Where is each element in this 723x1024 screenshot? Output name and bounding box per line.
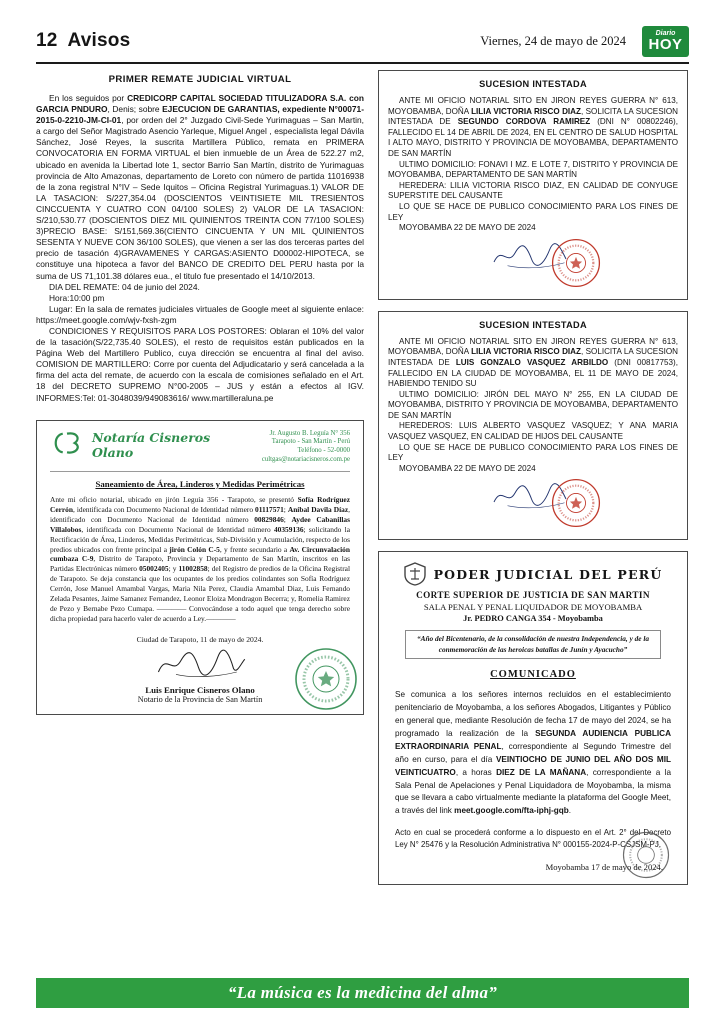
- footer-quote-bar: [36, 978, 689, 1008]
- sucesion-1-title: SUCESION INTESTADA: [479, 79, 587, 89]
- notaria-notice-body: Ante mi oficio notarial, ubicado en jirón Leguía 356 - Tarapoto, se presentó Sofía Rodríguez Cerrón, identificada con Documento Nacional de Identidad número 01117571; Aníbal Davila Díaz, identificado con Documento Nacional de Identidad número 00829846; Aydee Cabanillas Villalobos, identificada con Documento Nacional de Identidad número 40359136; solicitando la Rectificación de Área, Linderos, Medidas Perimétricas, Sub-División y Acumulación, respecto de los predios ubicados con frente principal a jirón Colón C-5, y frente secundario a Av. Circunvalación cumbaza C-9, Distrito de Tarapoto, Provincia y Departamento de San Martín, inscritos en las Partidas Electrónicas número 05002405; y 11002858; del Registro de predios de la Oficina Registral de Tarapoto. Se deja constancia que los ocupantes de los predios colindantes son Sofía Rodríguez Cerrón, Jose Manuel Amambal Vargas, Maria Nila Perez, Claudia Amambal Diaz, Luis Fernando Zelada Pesantes, Jaime Samanez Fernandez, Leonor Eloiza Mondragon Becerra; y, Romelia Ramirez de Pezo y Bernabe Pezo Cumapa. ———— Convocándose a todo aquel que tenga derecho sobre dicha propiedad para hacerlo valer de acuerdo a Ley.————: [50, 494, 351, 623]
- sucesion-1-signature-row: [388, 237, 678, 293]
- masthead-right: [480, 26, 689, 57]
- sucesion-2-paragraph: ANTE MI OFICIO NOTARIAL SITO EN JIRON REYES GUERRA N° 613, MOYOBAMBA, DOÑA LILIA VICTORIA RISCO DIAZ, SOLICITA LA SUCESION INTESTADA DE LUIS GONZALO VASQUEZ ARBILDO (DNI 00817753), FALLECIDO EN LA CIUDAD DE MOYOBAMBA, EL 11 DE MAYO DE 2024, HABIENDO TENIDO SU: [388, 336, 678, 389]
- sucesion-2-signature-row: [388, 477, 678, 533]
- pj-institution: PODER JUDICIAL DEL PERÚ: [433, 566, 663, 582]
- sucesion-notice-1: [378, 70, 688, 300]
- right-column: [378, 70, 688, 885]
- sucesion-2-title: SUCESION INTESTADA: [479, 319, 587, 330]
- sucesion-2-domicilio: ULTIMO DOMICILIO: JIRÓN DEL MAYO N° 255, EN LA CIUDAD DE MOYOBAMBA, DISTRITO Y PROVINCIA DE MOYOBAMBA, DEPARTAMENTO DE SAN MARTÍN: [388, 389, 678, 420]
- notary-signer-name: Luis Enrique Cisneros Olano: [145, 684, 255, 695]
- sucesion-2-herederos: HEREDEROS: LUIS ALBERTO VASQUEZ VASQUEZ; Y ANA MARIA VASQUEZ VASQUEZ, EN CALIDAD DE HIJOS DEL CAUSANTE: [388, 421, 678, 442]
- comunicado-body: Se comunica a los señores internos recluidos en el establecimiento penitenciario de Moyobamba, a los señores Abogados, Litigantes y Público en general que, mediante Resolución de fecha 17 de mayo del 2024, se ha programado la realización de la SEGUNDA AUDIENCIA PUBLICA EXTRAORDINARIA PENAL, correspondiente al Segundo Trimestre del año en curso, para el día VEINTIOCHO DE JUNIO DEL AÑO DOS MIL VEINTICUATRO, a horas DIEZ DE LA MAÑANA, correspondiente a la Sala Penal de Apelaciones y Penal Liquidadora de Moyobamba, la misma que se llevara a cabo virtualmente mediante la plataforma del Google Meet, a través del link meet.google.com/fta-iphj-gqb.: [395, 689, 672, 816]
- comunicado-closing: Acto en cual se procederá conforme a lo dispuesto en el Art. 2° del Decreto Ley N° 25476 y la Resolución Administrativa N° 000155-2024-P-CSJSM-PJ.: [395, 828, 671, 849]
- remate-date-line: DIA DEL REMATE: 04 de junio del 2024.: [49, 281, 200, 292]
- section-title: Avisos: [67, 30, 131, 51]
- remate-conditions: CONDICIONES Y REQUISITOS PARA LOS POSTORES: Oblaran el 10% del valor de la tasación(S/22,735.40 SOLES), el resto de requisitos están publicados en la Página Web del Martillero Publico, cuya dirección se encuentra al final del aviso. COMISION DE MARTILLERO: Corre por cuenta del Adjudicatario y será cancelada a la firma del acta del remate, de acuerdo con la escala de comisiones señalado en el Art. 18 del DECRETO SUPREMO N°00-2005 – JUS y están a efectos al IGV. INFORMES:Tel: 01-3048039/949083616/ www.martilleraluna.pe: [36, 325, 364, 403]
- remate-paragraph: En los seguidos por CREDICORP CAPITAL SOCIEDAD TITULIZADORA S.A. con GARCIA PNDURO, Denis; sobre EJECUCION DE GARANTIAS, expediente N°00071-2015-0-2210-JM-CI-01, por orden del 2° Juzgado Civil-Sede Yurimaguas – San Martin, a cargo del Señor Magistrado Asencio Yarleque, Miguel Angel , especialista legal Dávila Sánchez, José Reyes, la suscrita Martillera Público, remata en PRIMERA CONVOCATORIA EN FORMA VIRTUAL el bien inmueble de un Área de 522.27 m2, ubicado en avenida la Libertad lote 1, sector Barrio San Martín, distrito de Yurimaguas provincia de Alto Amazonas, departamento de Loreto con número de partida 11016938 de la zona registral N°IV – Sede Iquitos – Oficina Registral Yurimaguas.1) VALOR DE LA TASACION: S/227,354.04 (DOSCIENTOS VEINTISIETE MIL TRESIENTOS CINCCUENTA Y CUATRO CON 04/100 SOLES) 2) VALOR DE LA TASACION: S/210,530.77 (DOSCIENTOS DIEZ MIL QUINIENTOS TREINTA CON 77/100 SOLES) 3)PRECIO BASE: S/151,569.36(CIENTO CINCUENTA Y UN MIL QUINIENTOS SESENTA Y NUEVE CON 36/100 SOLES), que vienen a ser las dos terceras partes del precio de tasación 4)GRAVAMENES Y CARGAS:ASIENTO D00002-HIPOTECA, se constituye una hipoteca a favor del BANCO DE CREDITO DEL PERU hasta por la suma de US 71,101.38 dólares eua., el titulo fue presentado el 14/10/2013.: [36, 93, 364, 281]
- sucesion-notice-2: [378, 311, 688, 541]
- sucesion-1-paragraph: ANTE MI OFICIO NOTARIAL SITO EN JIRON REYES GUERRA N° 613, MOYOBAMBA, DOÑA LILIA VICTORIA RISCO DIAZ, SOLICITA LA SUCESION INTESTADA DE SEGUNDO CORDOVA RAMIREZ (DNI N° 00802246), FALLECIDO EL 14 DE ABRIL DE 2024, EN EL CENTRO DE SALUD HOSPITAL I ALTO MAYO, DISTRITO Y PROVINCIA DE MOYOBAMBA, DEPARTAMENTO DE SAN MARTÍN: [388, 96, 678, 158]
- notary-green-seal: [293, 646, 359, 712]
- pj-motto: “Año del Bicentenario, de la consolidación de nuestra Independencia, y de la conmemoración de las heroicas batallas de Junín y Ayacucho”: [405, 630, 661, 658]
- pj-sala: SALA PENAL Y PENAL LIQUIDADOR DE MOYOBAMBA: [423, 602, 643, 613]
- pj-header: [389, 562, 677, 586]
- notary-signature: [140, 648, 260, 680]
- notary-signer-role: Notario de la Provincia de San Martín: [137, 694, 263, 704]
- sucesion-2-aviso: LO QUE SE HACE DE PUBLICO CONOCIMIENTO PARA LOS FINES DE LEY: [388, 442, 678, 463]
- logo-main-text: HOY: [648, 36, 683, 53]
- notaria-notice: [36, 420, 364, 715]
- notaria-header: [50, 430, 350, 472]
- notaria-name: Notaría Cisneros Olano: [92, 429, 211, 460]
- pj-seal: [621, 830, 671, 880]
- remate-title: PRIMER REMATE JUDICIAL VIRTUAL: [108, 74, 292, 85]
- notaria-notice-title: Saneamiento de Área, Linderos y Medidas Perimétricas: [95, 478, 305, 489]
- left-column: [36, 74, 364, 715]
- remate-place-line: Lugar: En la sala de remates judiciales virtuales de Google meet al siguiente enlace: https://meet.google.com/wjv-fxsh-zgm: [36, 303, 364, 325]
- notaria-address-line: Jr. Augusto B. Leguía N° 356: [269, 429, 350, 437]
- diario-hoy-logo: [642, 26, 689, 57]
- comunicado-title: COMUNICADO: [490, 668, 576, 680]
- notaria-logo-icon: [50, 430, 84, 461]
- pj-court: CORTE SUPERIOR DE JUSTICIA DE SAN MARTIN: [416, 590, 650, 601]
- sucesion-2-red-seal: [550, 477, 602, 529]
- page-number: 12: [36, 30, 58, 51]
- masthead: [36, 20, 689, 64]
- comunicado-date: Moyobamba 17 de mayo de 2024.: [545, 862, 663, 873]
- notaria-name-block: [92, 430, 254, 460]
- sucesion-1-heredera: HEREDERA: LILIA VICTORIA RISCO DIAZ, EN CALIDAD DE CONYUGE SUPERSTITE DEL CAUSANTE: [388, 180, 678, 201]
- notaria-address-line: Tarapoto - San Martín - Perú: [271, 438, 350, 446]
- comunicado-notice: [378, 551, 688, 885]
- notaria-date-line: Ciudad de Tarapoto, 11 de mayo de 2024.: [136, 634, 264, 644]
- edition-date: Viernes, 24 de mayo de 2024: [480, 33, 626, 48]
- notaria-address: [262, 430, 350, 465]
- sucesion-1-domicilio: ULTIMO DOMICILIO: FONAVI I MZ. E LOTE 7, DISTRITO Y PROVINCIA DE MOYOBAMBA, DEPARTAMENTO DE SAN MARTÍN: [388, 159, 678, 180]
- sucesion-1-fecha: MOYOBAMBA 22 DE MAYO DE 2024: [399, 223, 536, 233]
- remate-judicial-notice: [36, 74, 364, 404]
- logo-top-text: Diario: [655, 30, 676, 37]
- sucesion-2-fecha: MOYOBAMBA 22 DE MAYO DE 2024: [399, 463, 536, 473]
- sucesion-1-aviso: LO QUE SE HACE DE PUBLICO CONOCIMIENTO PARA LOS FINES DE LEY: [388, 201, 678, 222]
- notaria-address-line: cultgas@notariacisneros.com.pe: [261, 456, 350, 464]
- pj-crest-icon: [404, 562, 426, 586]
- pj-address: Jr. PEDRO CANGA 354 - Moyobamba: [463, 614, 603, 624]
- masthead-left: [36, 30, 130, 52]
- notaria-address-line: Teléfono - 52-0000: [297, 447, 350, 455]
- footer-quote: “La música es la medicina del alma”: [227, 983, 498, 1002]
- remate-time-line: Hora:10:00 pm: [49, 292, 105, 303]
- sucesion-1-red-seal: [550, 237, 602, 289]
